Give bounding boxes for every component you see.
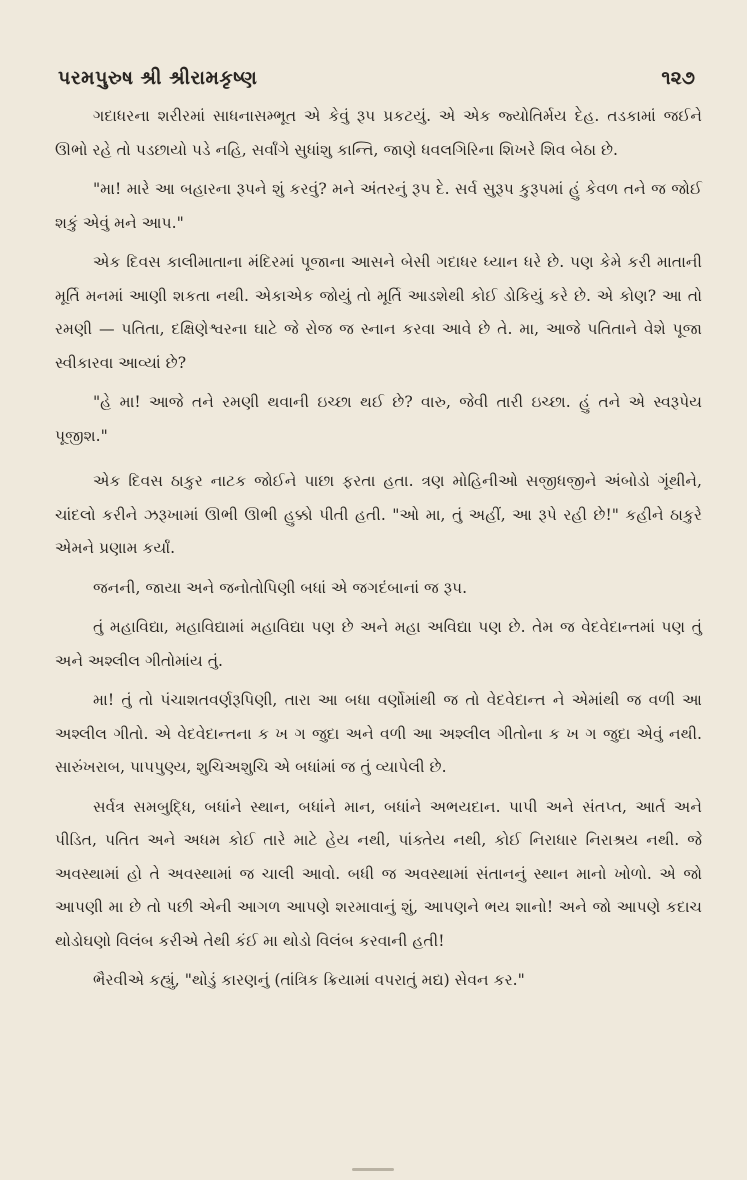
paragraph: મા! તું તો પંચાશતવર્ણરૂપિણી, તારા આ બધા વર્ણોમાંથી જ તો વેદવેદાન્ત ને એમાંથી જ વળી આ અશ્લીલ ગીતો. એ વેદવેદાન્તના ક ખ ગ જુદા અને વળી આ અશ્લીલ ગીતોના ક ખ ગ જુદા એવું નથી. સારુંખરાબ, પાપપુણ્ય, શુચિઅશુચિ એ બધાંમાં જ તું વ્યાપેલી છે. — [55, 691, 702, 776]
page-number: ૧૨૭ — [661, 67, 695, 89]
paragraph: ગદાધરના શરીરમાં સાધનાસમ્ભૂત એ કેવું રૂપ પ્રકટયું. એ એક જ્યોતિર્મય દેહ. તડકામાં જઈને ઊભો રહે તો પડછાયો પડે નહિ, સર્વાંગે સુધાંશુ કાન્તિ, જાણે ધવલગિરિના શિખરે શિવ બેઠા છે. — [55, 107, 702, 159]
paragraph: એક દિવસ ઠાકુર નાટક જોઈને પાછા ફરતા હતા. ત્રણ મોહિનીઓ સજીધજીને અંબોડો ગૂંથીને, ચાંદલો કરીને ઝરૂખામાં ઊભી ઊભી હુક્કો પીતી હતી. "ઓ મા, તું અહીં, આ રૂપે રહી છે!" કહીને ઠાકુરે એમને પ્રણામ કર્યાં. — [55, 472, 702, 557]
paragraph: "હે મા! આજે તને રમણી થવાની ઇચ્છા થઈ છે? વારુ, જેવી તારી ઇચ્છા. હું તને એ સ્વરૂપેય પૂજીશ." — [55, 393, 702, 445]
paragraph: એક દિવસ કાલીમાતાના મંદિરમાં પૂજાના આસને બેસી ગદાધર ધ્યાન ધરે છે. પણ કેમે કરી માતાની મૂર્તિ મનમાં આણી શકતા નથી. એકાએક જોયું તો મૂર્તિ આડશેથી કોઈ ડોકિયું કરે છે. એ કોણ? આ તો રમણી — પતિતા, દક્ષિણેશ્વરના ઘાટે જે રોજ જ સ્નાન કરવા આવે છે તે. મા, આજે પતિતાને વેશે પૂજા સ્વીકારવા આવ્યાં છે? — [55, 253, 702, 372]
running-title: પરમપુરુષ શ્રી શ્રીરામકૃષ્ણ — [58, 67, 258, 89]
paragraph: સર્વત્ર સમબુદ્ધિ, બધાંને સ્થાન, બધાંને માન, બધાંને અભયદાન. પાપી અને સંતપ્ત, આર્ત અને પીડિત, પતિત અને અધમ કોઈ તારે માટે હેય નથી, પાંક્તેય નથી, કોઈ નિરાધાર નિરાશ્રય નથી. જે અવસ્થામાં હો તે અવસ્થામાં જ ચાલી આવો. બધી જ અવસ્થામાં સંતાનનું સ્થાન માનો ખોળો. એ જો આપણી મા છે તો પછી એની આગળ આપણે શરમાવાનું શું, આપણને ભય શાનો! અને જો આપણે કદાચ થોડોઘણો વિલંબ કરીએ તેથી કંઈ મા થોડો વિલંબ કરવાની હતી! — [55, 797, 703, 950]
page-bottom-mark — [352, 1168, 394, 1171]
paragraph: જનની, જાયા અને જનોતોપિણી બધાં એ જગદંબાનાં જ રૂપ. — [93, 578, 468, 597]
page-body — [55, 100, 702, 998]
paragraph: "મા! મારે આ બહારના રૂપને શું કરવું? મને અંતરનું રૂપ દે. સર્વ સુરૂપ કુરૂપમાં હું કેવળ તને જ જોઈ શકું એવું મને આપ." — [55, 180, 702, 232]
paragraph: તું મહાવિદ્યા, મહાવિદ્યામાં મહાવિદ્યા પણ છે અને મહા અવિદ્યા પણ છે. તેમ જ વેદવેદાન્તમાં પણ તું અને અશ્લીલ ગીતોમાંય તું. — [55, 618, 702, 670]
page-header — [58, 58, 695, 98]
paragraph: ભૈરવીએ કહ્યું, "થોડું કારણનું (તાંત્રિક ક્રિયામાં વપરાતું મદ્ય) સેવન કર." — [93, 971, 525, 989]
